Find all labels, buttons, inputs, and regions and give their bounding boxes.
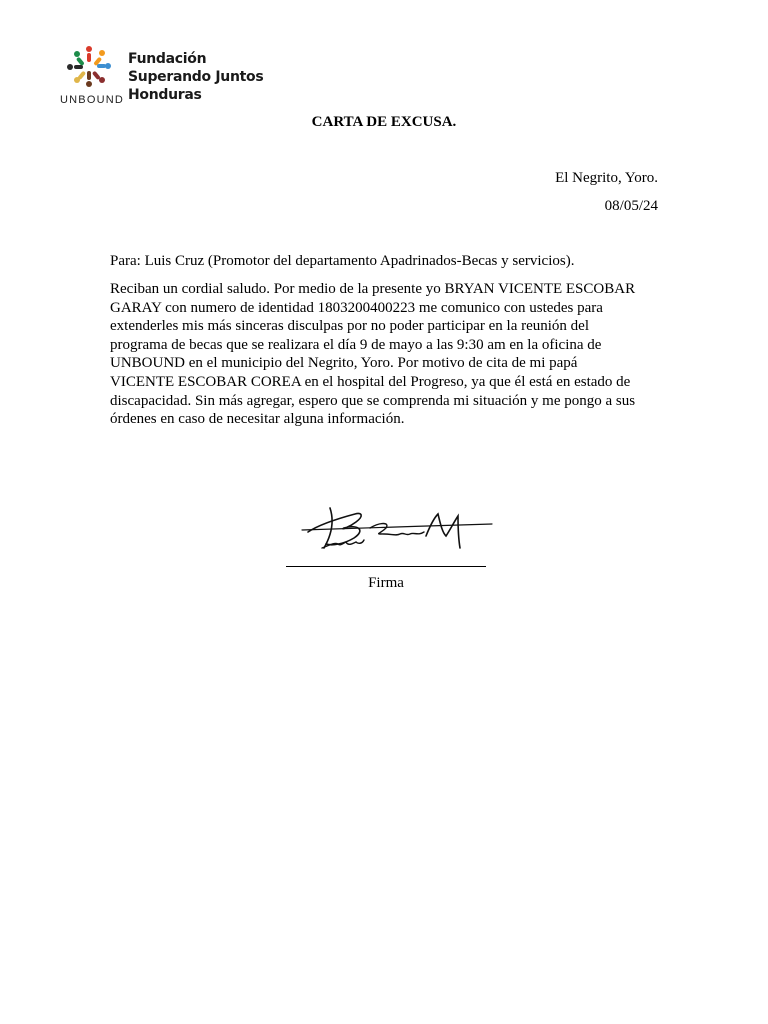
letter-date: 08/05/24 — [604, 198, 658, 214]
letter-title: CARTA DE EXCUSA. — [311, 114, 457, 130]
body-line: VICENTE ESCOBAR COREA en el hospital del Progreso, ya que él está en estado de — [110, 373, 631, 390]
body-line: discapacidad. Sin más agregar, espero que se comprenda mi situación y me pongo a sus — [110, 392, 636, 409]
body-line: órdenes en caso de necesitar alguna información. — [110, 411, 405, 428]
organization-name-line: Superando Juntos — [128, 69, 264, 85]
body-line: UNBOUND en el municipio del Negrito, Yoro. Por motivo de cita de mi papá — [110, 355, 578, 372]
brand-wordmark: UNBOUND — [60, 94, 125, 106]
organization-name — [128, 50, 263, 104]
organization-name-line: Fundación — [128, 51, 207, 67]
handwritten-signature — [300, 500, 495, 560]
letter-recipient: Para: Luis Cruz (Promotor del departamento Apadrinados-Becas y servicios). — [110, 253, 575, 269]
body-line: extenderles mis más sinceras disculpas por no poder participar en la reunión del — [110, 318, 590, 335]
letter-body — [110, 280, 670, 429]
unbound-logo-icon — [64, 44, 114, 90]
organization-logo — [60, 44, 280, 108]
body-line: Reciban un cordial saludo. Por medio de la presente yo BRYAN VICENTE ESCOBAR — [110, 281, 636, 297]
body-line: programa de becas que se realizara el día 9 de mayo a las 9:30 am en la oficina de — [110, 336, 602, 353]
signature-line — [286, 566, 486, 567]
signature-label: Firma — [368, 575, 404, 591]
organization-name-line: Honduras — [128, 87, 202, 103]
body-line: GARAY con numero de identidad 1803200400223 me comunico con ustedes para — [110, 299, 603, 316]
letter-place: El Negrito, Yoro. — [555, 170, 658, 186]
